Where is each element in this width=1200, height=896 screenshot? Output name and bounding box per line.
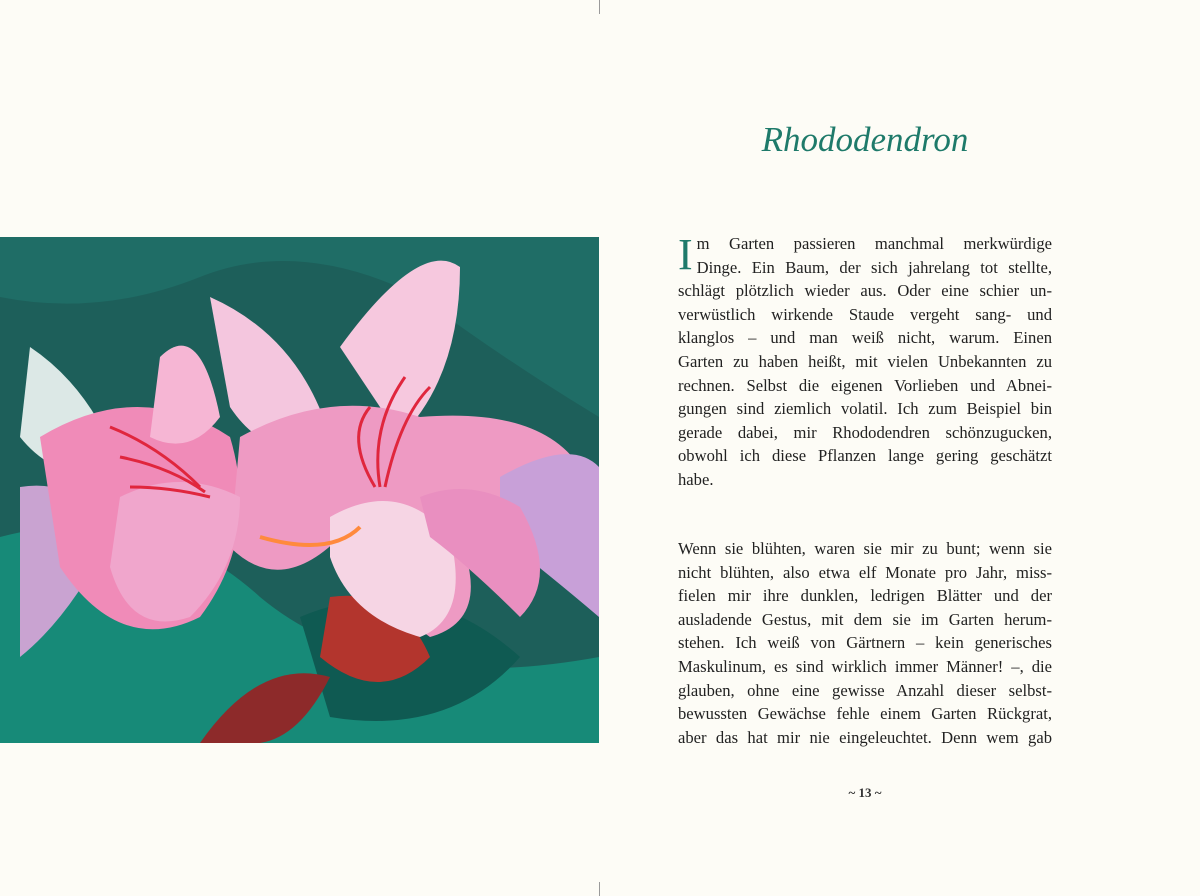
page-number: ~ 13 ~ xyxy=(848,785,882,800)
text-line: Dinge. Ein Baum, der sich jahrelang tot stellte, xyxy=(696,257,1052,277)
lily-painting xyxy=(0,237,599,743)
chapter-title: Rhododendron xyxy=(761,120,969,159)
text-line: habe. xyxy=(678,469,714,489)
text-line: Maskulinum, es sind wirklich immer Männer! –, die xyxy=(678,656,1052,676)
paragraph-1 xyxy=(678,232,1052,492)
text-line: stehen. Ich weiß von Gärtnern – kein generisches xyxy=(678,633,1052,653)
text-line: fielen mir ihre dunklen, ledrigen Blätter und der xyxy=(678,586,1052,606)
text-line: Garten zu haben heißt, mit vielen Unbekannten zu xyxy=(678,351,1052,371)
text-line: rechnen. Selbst die eigenen Vorlieben und Abnei- xyxy=(678,375,1052,395)
text-line: ausladende Gestus, mit dem sie im Garten herum- xyxy=(678,609,1052,629)
drop-cap: I xyxy=(678,230,693,279)
text-line: aber das hat mir nie eingeleuchtet. Denn wem gab xyxy=(678,727,1052,747)
crop-mark-bottom-left xyxy=(599,882,600,896)
text-line: obwohl ich diese Pflanzen lange gering geschätzt xyxy=(678,446,1052,466)
text-line: verwüstlich wirkende Staude vergeht sang- und xyxy=(678,304,1052,324)
text-line: nicht blühten, also etwa elf Monate pro Jahr, miss- xyxy=(678,562,1052,582)
text-line: gerade dabei, mir Rhododendren schönzugucken, xyxy=(678,422,1052,442)
text-line: glauben, ohne eine gewisse Anzahl dieser selbst- xyxy=(678,680,1052,700)
text-line: klanglos – und man weiß nicht, warum. Einen xyxy=(678,328,1052,348)
text-line: Wenn sie blühten, waren sie mir zu bunt; wenn sie xyxy=(678,539,1052,558)
paragraph-2 xyxy=(678,537,1052,749)
text-line: gungen sind ziemlich volatil. Ich zum Beispiel bin xyxy=(678,399,1052,419)
text-line: bewussten Gewächse fehle einem Garten Rückgrat, xyxy=(678,704,1052,724)
text-line: m Garten passieren manchmal merkwürdige xyxy=(696,234,1052,253)
crop-mark-top-left xyxy=(599,0,600,14)
text-line: schlägt plötzlich wieder aus. Oder eine schier un- xyxy=(678,281,1052,301)
